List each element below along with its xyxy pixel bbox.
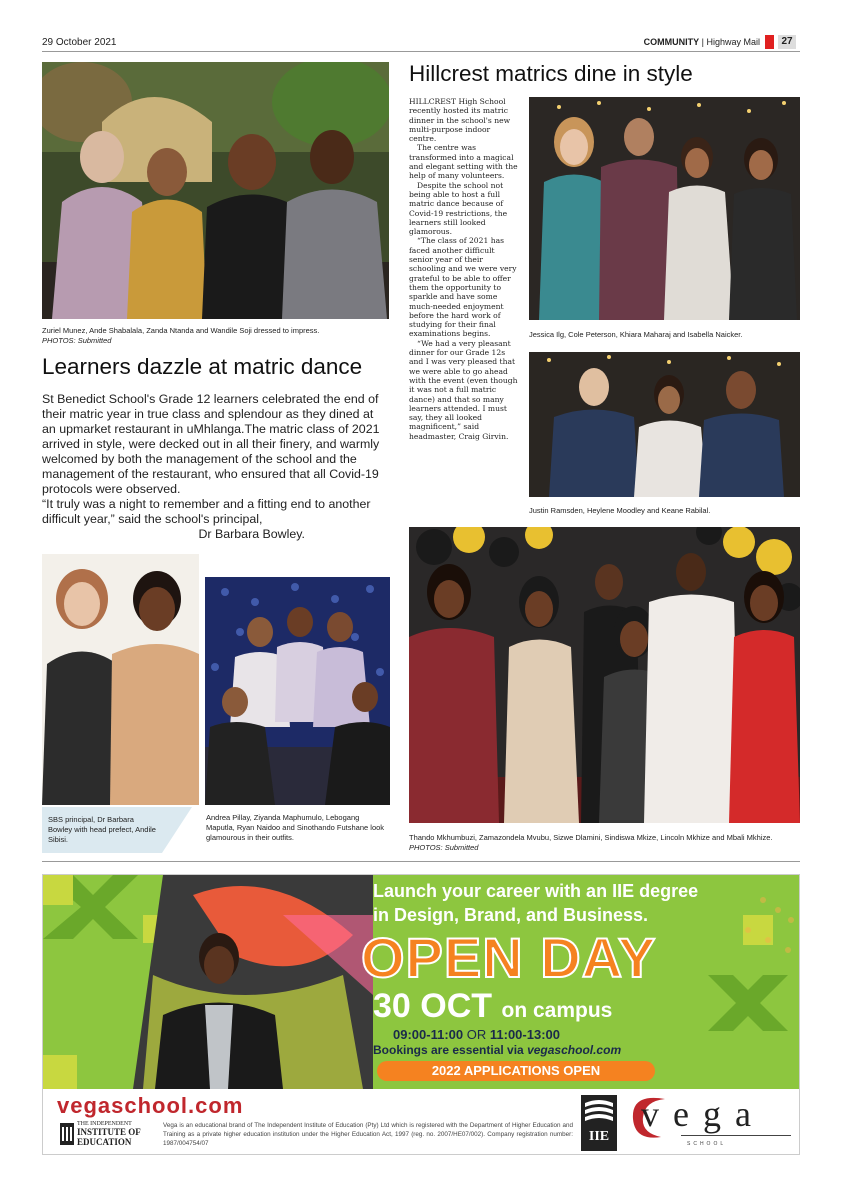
ad-footer (43, 1089, 800, 1155)
ad-time-2: 11:00-13:00 (489, 1027, 560, 1042)
body-quote: “It truly was a night to remember and a fitting end to another difficult year,” said the school's principal, (42, 497, 371, 526)
headline-hillcrest: Hillcrest matrics dine in style (409, 61, 693, 86)
section-label (644, 37, 760, 47)
headline-st-benedict: Learners dazzle at matric dance (42, 354, 363, 379)
caption-text: Zuriel Munez, Ande Shabalala, Zanda Ntanda and Wandile Soji dressed to impress. (42, 326, 320, 335)
vega-advert (42, 874, 800, 1155)
ad-bookings-link[interactable]: vegaschool.com (527, 1043, 622, 1057)
photo-learners-outfits (205, 577, 390, 805)
caption-principal-head-prefect: SBS principal, Dr Barbara Bowley with head prefect, Andile Sibisi. (48, 815, 156, 844)
ad-date-suffix: on campus (501, 999, 613, 1022)
body-signature: Dr Barbara Bowley. (198, 527, 305, 541)
section-marker (765, 35, 774, 49)
iie-wordmark (59, 1121, 159, 1149)
iie-line-3: EDUCATION (77, 1137, 132, 1147)
caption-st-benedict-group (42, 326, 389, 346)
ad-bookings (373, 1043, 621, 1057)
ad-date-value: 30 OCT (373, 987, 493, 1025)
vega-school-label: SCHOOL (687, 1141, 727, 1147)
photo-st-benedict-group (42, 62, 389, 319)
ad-legal-text: Vega is an educational brand of The Independent Institute of Education (Pty) Ltd which is registered with the Department of Higher Education and Training as a private higher education institution under the Higher Education Act, 1997 (reg. no. 2007/HE07/002). Company registration number: 1987/004754/07 (163, 1122, 573, 1147)
photo-hillcrest-six-learners (409, 527, 800, 823)
ad-or: OR (466, 1027, 487, 1042)
caption-hillcrest-three-learners: Justin Ramsden, Heylene Moodley and Keane Rabilal. (529, 506, 711, 515)
page-number: 27 (778, 35, 796, 49)
section-divider (42, 861, 800, 862)
iie-line-2: INSTITUTE OF (77, 1127, 141, 1137)
body-paragraph: St Benedict School's Grade 12 learners celebrated the end of their matric year in true class and splendour as they dined at an upmarket restaurant in uMhlanga.The matric class of 2021 arrived in style, were decked out in all their finery, and warmly welcomed by both the management of the school and the management of the restaurant, who ensured that all Covid-19 protocols were observed. (42, 392, 380, 496)
page-header (42, 34, 800, 52)
vega-rule (681, 1135, 791, 1136)
hc-paragraph-2: The centre was transformed into a magical and elegant setting with the help of many volunteers. (409, 143, 518, 181)
ad-time-1: 09:00-11:00 (393, 1027, 464, 1042)
photo-credit: PHOTOS: Submitted (409, 843, 479, 852)
caption-hillcrest-six-learners (409, 833, 800, 853)
vega-logo (625, 1091, 795, 1153)
caption-learners-outfits: Andrea Pillay, Ziyanda Maphumulo, Lebogang Maputla, Ryan Naidoo and Sinothando Futshane look glamourous in their outfits. (206, 813, 385, 842)
iie-crest-icon (59, 1121, 75, 1147)
ad-banner (43, 875, 800, 1089)
photo-hillcrest-three-learners (529, 352, 800, 497)
publication-name: | Highway Mail (699, 37, 760, 47)
hc-paragraph-3: Despite the school not being able to host a full matric dance because of Covid-19 restrictions, the learners still looked glamorous. (409, 180, 508, 237)
ad-applications-open: 2022 APPLICATIONS OPEN (377, 1061, 655, 1081)
article-st-benedict-body (42, 392, 387, 542)
article-hillcrest-body (409, 97, 519, 441)
photo-credit: PHOTOS: Submitted (42, 336, 112, 345)
vega-wordmark: vega (641, 1094, 765, 1134)
ad-headline-line2: in Design, Brand, and Business. (373, 905, 649, 925)
caption-text: Thando Mkhumbuzi, Zamazondela Mvubu, Sizwe Dlamini, Sindiswa Mkize, Lincoln Mkhize and Mbali Mkhize. (409, 833, 773, 842)
hc-paragraph-4: “The class of 2021 has faced another difficult senior year of their schooling and we were very grateful to be able to offer them the opportunity to sparkle and have some much-needed enjoyment before the hard work of studying for their final examinations begins. (409, 236, 517, 339)
hc-paragraph-1: HILLCREST High School recently hosted its matric dinner in the school's new multi-purpose indoor centre. (409, 97, 511, 144)
iie-logo (581, 1095, 617, 1151)
photo-principal-head-prefect (42, 554, 199, 805)
photo-hillcrest-four-learners (529, 97, 800, 320)
hc-paragraph-5: “We had a very pleasant dinner for our Grade 12s and I was very pleased that we were able to go ahead with the event (even though it was not a full matric dance) and that so many learners attended. I must say, they all looked magnificent,” said headmaster, Craig Girvin. (409, 338, 518, 441)
ad-open-day: OPEN DAY (361, 926, 657, 989)
ad-date (373, 987, 612, 1026)
ad-website-link[interactable]: vegaschool.com (57, 1093, 244, 1118)
iie-line-1: THE INDEPENDENT (77, 1121, 132, 1127)
issue-date: 29 October 2021 (42, 37, 117, 48)
iie-logo-text: IIE (588, 1129, 610, 1144)
caption-hillcrest-four-learners: Jessica Ilg, Cole Peterson, Khiara Maharaj and Isabella Naicker. (529, 330, 743, 339)
section-name: COMMUNITY (643, 37, 700, 47)
ad-bookings-text: Bookings are essential via (373, 1043, 524, 1057)
ad-times (393, 1027, 560, 1042)
ad-headline-line1: Launch your career with an IIE degree (373, 881, 699, 901)
